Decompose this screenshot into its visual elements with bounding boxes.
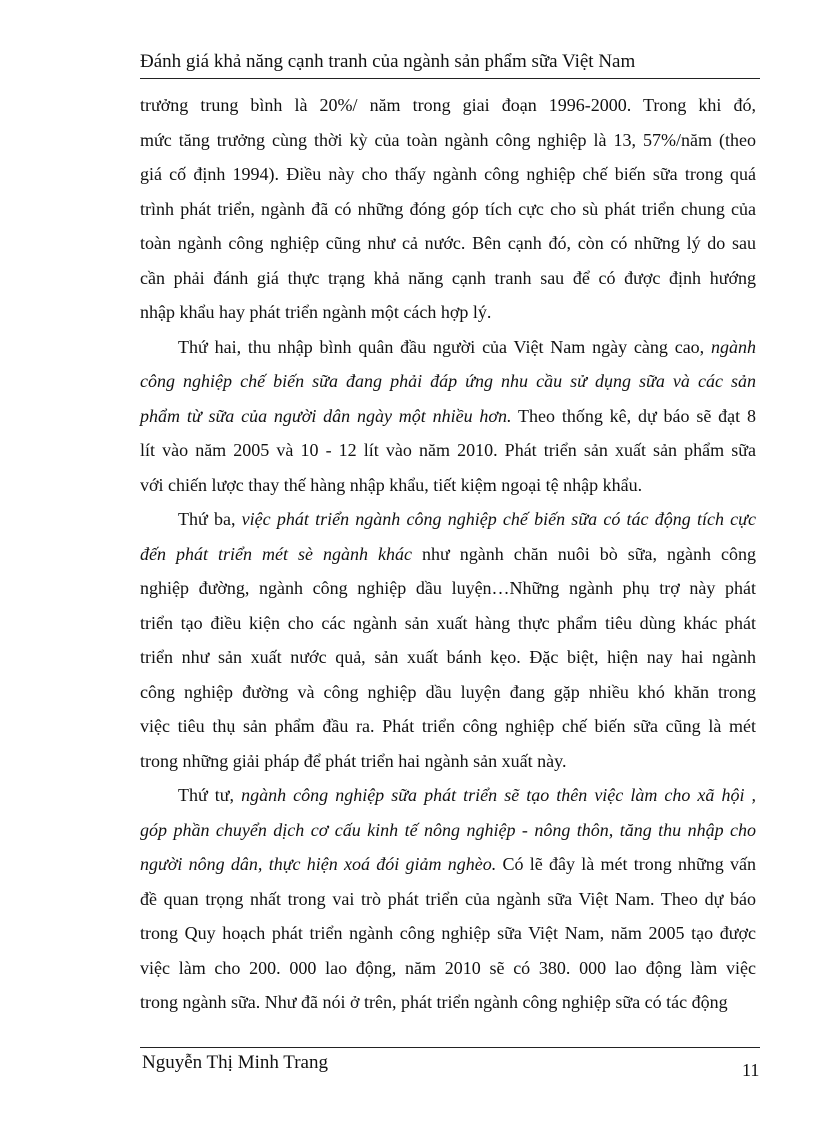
text-run: trong ngành sữa. Như đã nói ở trên, phát triển ngành công nghiệp sữa có tác động [140,992,728,1012]
text-run: Thứ tư, [178,785,242,805]
running-header [140,48,760,79]
text-line [140,226,756,261]
text-run: mức tăng trưởng cùng thời kỳ của toàn ngành công nghiệp là 13, 57%/năm (theo [140,129,756,150]
text-run: với chiến lược thay thế hàng nhập khẩu, tiết kiệm ngoại tệ nhập khẩu. [140,474,643,495]
italic-text: ngành [711,336,756,357]
text-line [140,847,756,882]
italic-text: phẩm từ sữa của người dân ngày một nhiều hơn. [140,405,512,426]
text-line [140,123,756,158]
header-title: Đánh giá khả năng cạnh tranh của ngành sản phẩm sữa Việt Nam [140,51,636,72]
text-line [140,951,756,986]
text-run: cần phải đánh giá thực trạng khả năng cạnh tranh sau để có được định hướng [140,267,756,288]
paragraph [140,88,756,330]
text-run: Theo thống kê, dự báo sẽ đạt 8 [511,405,756,426]
text-line [140,192,756,227]
paragraph [140,330,756,503]
text-run: nhập khẩu hay phát triển ngành một cách hợp lý. [140,302,492,322]
text-run: lít vào năm 2005 và 10 - 12 lít vào năm 2010. Phát triển sản xuất sản phẩm sữa [140,440,756,460]
text-line [140,433,756,468]
italic-text: công nghiệp chế biến sữa đang phải đáp ứng nhu cầu sử dụng sữa và các sản [140,371,756,391]
text-run: triển như sản xuất nước quả, sản xuất bánh kẹo. Đặc biệt, hiện nay hai ngành [140,647,756,667]
text-line [140,606,756,641]
text-run: nghiệp đường, ngành công nghiệp dầu luyện…Những ngành phụ trợ này phát [140,578,756,598]
text-line [140,399,756,434]
italic-text: đến phát triển mét sè ngành khác [140,543,412,564]
footer-rule [140,1047,760,1048]
text-run: Thứ ba, [178,509,242,529]
footer-author: Nguyễn Thị Minh Trang [142,1052,328,1073]
text-run: giá cố định 1994). Điều này cho thấy ngành công nghiệp chế biến sữa trong quá [140,164,756,184]
text-line [140,916,756,951]
text-run: trưởng trung bình là 20%/ năm trong giai đoạn 1996-2000. Trong khi đó, [140,95,756,115]
text-run: đề quan trọng nhất trong vai trò phát triển của ngành sữa Việt Nam. Theo dự báo [140,888,756,909]
text-line [140,709,756,744]
document-body [140,88,756,1020]
text-line [140,813,756,848]
text-run: triển tạo điều kiện cho các ngành sản xuất hàng thực phẩm tiêu dùng khác phát [140,612,756,633]
italic-text: người nông dân, thực hiện xoá đói giảm nghèo. [140,854,497,874]
paragraph [140,778,756,1020]
paragraph [140,502,756,778]
text-line [140,261,756,296]
page-number: 11 [742,1060,760,1080]
text-line [140,157,756,192]
text-line [140,502,756,537]
text-line [140,468,756,503]
text-run: việc tiêu thụ sản phẩm đầu ra. Phát triển công nghiệp chế biến sữa cũng là mét [140,716,756,736]
text-run: trong Quy hoạch phát triển ngành công nghiệp sữa Việt Nam, năm 2005 tạo được [140,923,756,943]
text-line [140,744,756,779]
text-line [140,882,756,917]
text-run: Thứ hai, thu nhập bình quân đầu người của Việt Nam ngày càng cao, [178,336,711,357]
text-line [140,537,756,572]
text-line [140,778,756,813]
italic-text: ngành công nghiệp sữa phát triển sẽ tạo thên việc làm cho xã hội , [241,785,756,805]
text-run: như ngành chăn nuôi bò sữa, ngành công [412,543,757,564]
text-run: trong những giải pháp để phát triển hai ngành sản xuất này. [140,750,567,771]
italic-text: góp phần chuyển dịch cơ cấu kinh tế nông nghiệp - nông thôn, tăng thu nhập cho [140,819,756,840]
text-run: việc làm cho 200. 000 lao động, năm 2010 sẽ có 380. 000 lao động làm việc [140,957,756,978]
text-run: trình phát triển, ngành đã có những đóng góp tích cực cho sù phát triển chung của [140,198,756,219]
text-run: toàn ngành công nghiệp cũng như cả nước. Bên cạnh đó, còn có những lý do sau [140,233,756,253]
text-run: Có lẽ đây là mét trong những vấn [496,854,756,874]
text-line [140,571,756,606]
text-line [140,640,756,675]
text-line [140,985,756,1020]
text-line [140,88,756,123]
text-line [140,364,756,399]
italic-text: việc phát triển ngành công nghiệp chế biến sữa có tác động tích cực [241,509,756,529]
text-line [140,295,756,330]
text-line [140,330,756,365]
text-run: công nghiệp đường và công nghiệp dầu luyện đang gặp nhiều khó khăn trong [140,681,756,702]
text-line [140,675,756,710]
